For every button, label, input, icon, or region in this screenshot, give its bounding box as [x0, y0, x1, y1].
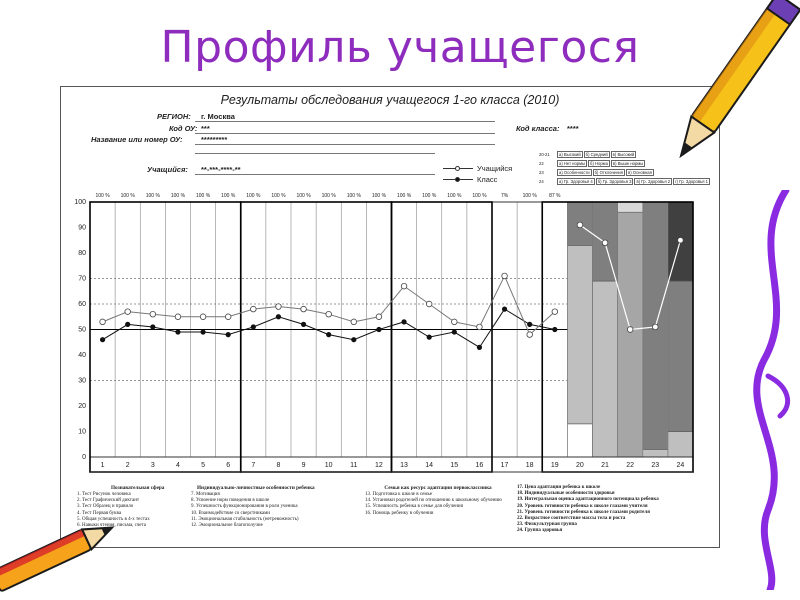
class-point — [301, 322, 306, 327]
group-item: 9. Успешность функционирования в роли ученика — [191, 504, 298, 510]
x-tick-label: 2 — [125, 462, 130, 469]
completion-percent-label: 100 % — [472, 193, 487, 199]
student-point — [326, 311, 332, 317]
class-point — [200, 329, 205, 334]
x-tick-label: 11 — [350, 462, 358, 469]
pencil-icon — [640, 0, 800, 200]
series-line-student — [103, 276, 555, 335]
student-label: Учащийся: — [147, 165, 188, 174]
key-cell: а) Особенности — [559, 170, 590, 175]
group-item: 12. Эмоциональное благополучие — [191, 523, 263, 529]
y-tick-label: 0 — [82, 454, 86, 461]
completion-percent-label: 7% — [500, 193, 509, 199]
school-code-value: *** — [201, 124, 210, 133]
key-cell: в) Высокий — [612, 152, 635, 157]
x-tick-label: 4 — [175, 462, 180, 469]
key-cell: в) Основная — [628, 170, 652, 175]
x-tick-label: 5 — [201, 462, 206, 469]
group-item: 10. Взаимодействие со сверстниками — [191, 510, 270, 516]
completion-percent-label: 100 % — [447, 193, 462, 199]
group-title: Познавательная сфера — [111, 485, 165, 491]
group-item: 22. Возрастное соответствие массы тела и роста — [517, 516, 626, 522]
student-point — [251, 306, 257, 312]
key-cell: в) Выше нормы — [612, 161, 644, 166]
stacked-column-segment — [668, 432, 693, 458]
x-tick-label: 10 — [324, 462, 333, 469]
stacked-column-segment — [567, 245, 592, 424]
x-tick-label: 6 — [226, 462, 231, 469]
completion-percent-label: 100 % — [170, 193, 186, 199]
extra-point — [653, 324, 659, 330]
stacked-column-segment — [643, 449, 668, 457]
class-point — [527, 322, 532, 327]
y-tick-label: 50 — [78, 326, 86, 334]
school-name-label: Название или номер ОУ: — [91, 135, 183, 144]
key-cell: б) Средний — [585, 152, 608, 157]
x-tick-label: 16 — [475, 462, 484, 469]
x-tick-label: 18 — [525, 462, 534, 469]
y-tick-label: 40 — [78, 352, 86, 359]
x-tick-label: 8 — [276, 462, 281, 469]
group-item: 1. Тест Рисунок человека — [77, 492, 131, 497]
key-row-num: 24 — [539, 179, 544, 184]
group-item: 13. Подготовка к школе в семье — [365, 492, 433, 497]
class-point — [376, 327, 381, 332]
group-item: 5. Общая успешность в 4-х тестах — [77, 516, 150, 522]
student-point — [276, 304, 282, 310]
class-point — [100, 337, 105, 342]
class-point — [502, 307, 507, 312]
group-item: 4. Тест Первая буква — [77, 510, 122, 516]
class-point — [150, 324, 155, 329]
x-tick-label: 3 — [150, 462, 155, 469]
class-point — [452, 329, 457, 334]
region-value: г. Москва — [201, 112, 235, 121]
student-point — [477, 324, 483, 330]
x-tick-label: 21 — [601, 462, 609, 469]
stacked-column-segment — [567, 424, 592, 457]
student-point — [100, 319, 106, 325]
group-item: 8. Усвоение норм поведения в школе — [191, 498, 270, 504]
x-tick-label: 13 — [400, 462, 408, 469]
student-point — [200, 314, 206, 320]
completion-percent-label: 100 % — [145, 193, 160, 199]
y-tick-label: 90 — [78, 224, 86, 232]
class-point — [326, 332, 331, 337]
completion-percent-label: 100 % — [95, 193, 110, 199]
y-tick-label: 10 — [78, 428, 86, 436]
completion-percent-label: 100 % — [246, 193, 261, 199]
key-cell: б) Гр. Здоровья 3 — [597, 179, 632, 184]
key-cell: г) Гр. Здоровья 1 — [675, 179, 708, 184]
key-cell: в) Гр. Здоровья 2 — [636, 179, 671, 184]
group-item: 16. Помощь ребенку в обучении — [365, 510, 434, 516]
stacked-column-segment — [618, 202, 643, 212]
key-row-num: 20-21 — [539, 152, 550, 157]
x-tick-label: 23 — [651, 462, 660, 469]
completion-percent-label: 87 % — [549, 193, 561, 199]
x-tick-label: 24 — [676, 462, 685, 469]
swirl-decoration-icon — [728, 190, 800, 590]
x-tick-label: 22 — [626, 462, 635, 469]
stacked-column-segment — [593, 281, 618, 457]
completion-percent-label: 100 % — [396, 193, 412, 199]
key-cell: а) Нет нормы — [559, 161, 586, 166]
student-point — [351, 319, 357, 325]
legend-class-text: Класс — [477, 175, 498, 184]
group-item: 7. Мотивация — [191, 492, 220, 497]
extra-point — [577, 222, 583, 228]
group-item: 11. Эмоциональная стабильность (нетревожность) — [191, 516, 299, 522]
group-item: 6. Навыки чтения, письма, счета — [77, 523, 146, 529]
group-item: 18. Индивидуальные особенности здоровья — [517, 491, 615, 497]
report-heading: Результаты обследования учащегося 1-го класса (2010) — [220, 93, 560, 107]
student-point — [125, 309, 131, 315]
class-point — [427, 335, 432, 340]
group-item: 14. Установки родителей по отношению к школьному обучению — [365, 498, 502, 504]
completion-percent-label: 100 % — [321, 193, 336, 199]
student-point — [175, 314, 181, 320]
y-tick-label: 60 — [78, 301, 86, 308]
stacked-column-segment — [618, 212, 643, 457]
student-point — [150, 311, 156, 317]
completion-percent-label: 100 % — [221, 193, 236, 199]
x-tick-label: 7 — [251, 462, 256, 469]
group-title: Семья как ресурс адаптации первоклассника — [384, 485, 492, 491]
y-tick-label: 30 — [78, 377, 86, 385]
student-point — [376, 314, 382, 320]
student-point — [401, 283, 407, 289]
x-tick-label: 14 — [425, 462, 434, 469]
group-item: 24. Группа здоровья — [517, 528, 563, 534]
class-point — [251, 324, 256, 329]
class-code-label: Код класса: — [516, 124, 560, 133]
y-tick-label: 80 — [78, 250, 86, 257]
class-point — [226, 332, 231, 337]
completion-percent-label: 100 % — [195, 193, 211, 199]
completion-percent-label: 100 % — [120, 193, 135, 199]
key-cell: а) Высокий — [559, 152, 581, 157]
class-point — [175, 329, 180, 334]
class-point — [351, 337, 356, 342]
completion-percent-label: 100 % — [271, 193, 286, 199]
y-tick-label: 100 — [74, 199, 86, 206]
group-item: 21. Уровень готовности ребенка к школе глазами родителя — [517, 509, 650, 515]
student-point — [552, 309, 558, 315]
x-tick-label: 19 — [550, 462, 559, 469]
key-cell: б) Норма — [590, 161, 608, 166]
group-item: 17. Цена адаптации ребенка к школе — [517, 485, 601, 490]
x-tick-label: 15 — [450, 462, 459, 469]
x-tick-label: 20 — [576, 462, 584, 469]
stacked-column-segment — [668, 281, 693, 431]
y-tick-label: 20 — [78, 403, 86, 410]
group-item: 23. Физкультурная группа — [517, 522, 577, 528]
completion-percent-label: 100 % — [522, 193, 537, 199]
student-point — [426, 301, 432, 307]
x-tick-label: 9 — [301, 462, 306, 469]
legend-student-text: Учащийся — [477, 164, 513, 173]
extra-point — [602, 240, 608, 246]
class-point — [125, 322, 130, 327]
slide-title: Профиль учащегося — [160, 22, 640, 73]
group-item: 20. Уровень готовности ребенка к школе глазами учителя — [517, 503, 648, 509]
completion-percent-label: 100 % — [371, 193, 387, 199]
extra-point — [627, 327, 633, 333]
class-point — [477, 345, 482, 350]
extra-point — [678, 237, 684, 243]
class-point — [552, 327, 557, 332]
group-item: 15. Успешность ребенка в семье для обучения — [365, 504, 463, 510]
key-row-num: 23 — [539, 170, 544, 175]
key-cell: а) Гр. Здоровья 4 — [559, 179, 593, 184]
group-item: 19. Интегральная оценка адаптационного потенциала ребенка — [517, 497, 659, 503]
group-title: Индивидуально-личностные особенности ребенка — [197, 485, 315, 491]
student-point — [502, 273, 508, 279]
student-point — [301, 306, 307, 312]
completion-percent-label: 100 % — [422, 193, 437, 199]
group-item: 3. Тест Образец и правило — [77, 504, 134, 510]
x-tick-label: 12 — [375, 462, 383, 469]
student-value: **-***-****-** — [201, 165, 241, 174]
key-row-num: 22 — [539, 161, 544, 166]
school-name-value: ********* — [201, 135, 228, 144]
region-label: РЕГИОН: — [157, 112, 191, 121]
class-point — [401, 319, 406, 324]
x-tick-label: 17 — [500, 462, 509, 469]
class-code-value: **** — [567, 124, 579, 133]
group-item: 2. Тест Графический диктант — [77, 498, 140, 504]
student-point — [527, 332, 533, 338]
y-tick-label: 70 — [78, 275, 86, 283]
student-point — [452, 319, 458, 325]
student-point — [225, 314, 231, 320]
school-code-label: Код ОУ: — [169, 124, 198, 133]
x-tick-label: 1 — [100, 462, 105, 469]
pencil-icon — [0, 505, 120, 600]
key-cell: б) Отклонения — [594, 170, 623, 175]
class-point — [276, 314, 281, 319]
completion-percent-label: 100 % — [346, 193, 361, 199]
completion-percent-label: 100 % — [296, 193, 311, 199]
